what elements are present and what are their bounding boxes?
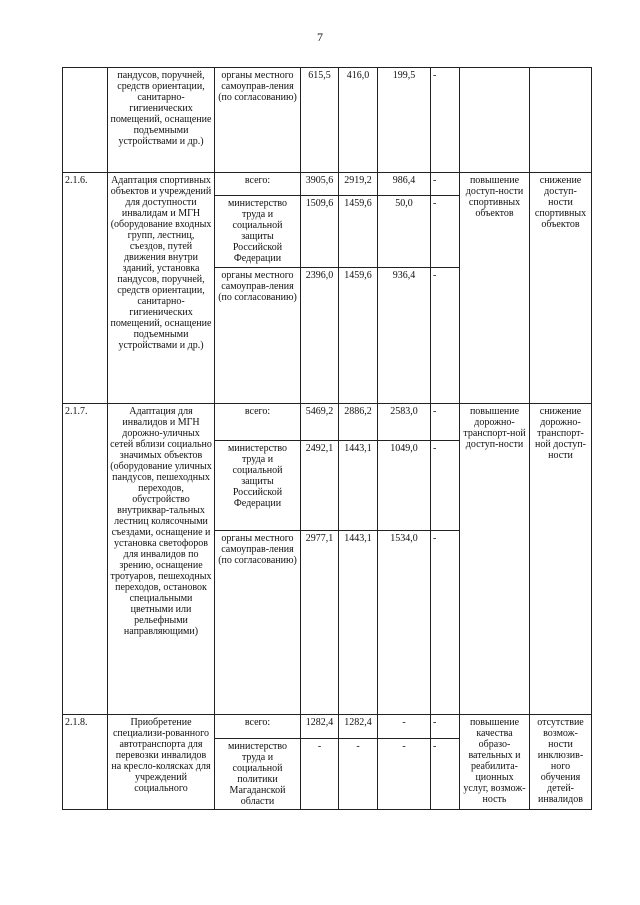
amount-year-2: 1049,0 [378, 441, 431, 531]
amount-year-2: 2583,0 [378, 404, 431, 441]
item-name: Приобретение специализи-рованного автотранспорта для перевозки инвалидов на кресло-колясках для учреждений социального [108, 715, 215, 810]
table-row [63, 715, 592, 739]
funding-source: органы местного самоуправ-ления (по согласованию) [215, 68, 301, 173]
funding-source: органы местного самоуправ-ления (по согласованию) [215, 531, 301, 715]
amount-year-2: 986,4 [378, 173, 431, 196]
budget-table [62, 67, 592, 810]
amount-year-3: - [431, 268, 460, 404]
amount-total: - [301, 739, 339, 810]
item-name: пандусов, поручней, средств ориентации, санитарно-гигиенических помещений, оснащение подъемными устройствами и др.) [108, 68, 215, 173]
item-code [63, 68, 108, 173]
item-code: 2.1.6. [63, 173, 108, 404]
amount-year-2: 1534,0 [378, 531, 431, 715]
amount-year-1: 2886,2 [339, 404, 378, 441]
item-name: Адаптация для инвалидов и МГН дорожно-уличных сетей вблизи социально значимых объектов (оборудование уличных пандусов, пешеходных переходов, обустройство внутриквар-тальных лестниц колясочными съездами, оснащение и установка светофоров для инвалидов по зрению, оснащение тротуаров, пешеходных переходов, остановок специальными цветными или рельефными направляющими) [108, 404, 215, 715]
amount-total: 1509,6 [301, 196, 339, 268]
amount-total: 5469,2 [301, 404, 339, 441]
table-body [63, 68, 592, 810]
amount-year-3: - [431, 173, 460, 196]
funding-source: министерство труда и социальной защиты Российской Федерации [215, 196, 301, 268]
expected-result [460, 68, 530, 173]
amount-year-2: 936,4 [378, 268, 431, 404]
amount-year-1: 2919,2 [339, 173, 378, 196]
consequence: снижение дорожно-транспорт-ной доступ-ности [530, 404, 592, 715]
amount-total: 1282,4 [301, 715, 339, 739]
consequence [530, 68, 592, 173]
page-number: 7 [317, 30, 323, 44]
amount-year-3: - [431, 68, 460, 173]
table-row [63, 404, 592, 441]
amount-year-3: - [431, 404, 460, 441]
funding-source: всего: [215, 404, 301, 441]
funding-source: органы местного самоуправ-ления (по согласованию) [215, 268, 301, 404]
expected-result: повышение доступ-ности спортивных объектов [460, 173, 530, 404]
amount-year-1: 1282,4 [339, 715, 378, 739]
expected-result: повышение качества образо-вательных и реабилита-ционных услуг, возмож-ность [460, 715, 530, 810]
amount-year-3: - [431, 531, 460, 715]
amount-year-3: - [431, 196, 460, 268]
amount-total: 2977,1 [301, 531, 339, 715]
funding-source: министерство труда и социальной политики Магаданской области [215, 739, 301, 810]
consequence: отсутствие возмож-ности инклюзив-ного обучения детей-инвалидов [530, 715, 592, 810]
item-code: 2.1.8. [63, 715, 108, 810]
amount-year-1: - [339, 739, 378, 810]
amount-year-3: - [431, 715, 460, 739]
funding-source: всего: [215, 173, 301, 196]
amount-year-3: - [431, 739, 460, 810]
consequence: снижение доступ-ности спортивных объектов [530, 173, 592, 404]
amount-total: 615,5 [301, 68, 339, 173]
amount-year-3: - [431, 441, 460, 531]
amount-year-1: 1443,1 [339, 441, 378, 531]
amount-year-1: 416,0 [339, 68, 378, 173]
funding-source: министерство труда и социальной защиты Российской Федерации [215, 441, 301, 531]
item-code: 2.1.7. [63, 404, 108, 715]
amount-year-1: 1443,1 [339, 531, 378, 715]
table-row [63, 173, 592, 196]
amount-total: 2492,1 [301, 441, 339, 531]
amount-total: 2396,0 [301, 268, 339, 404]
table-row [63, 68, 592, 173]
amount-year-2: 199,5 [378, 68, 431, 173]
amount-year-2: 50,0 [378, 196, 431, 268]
amount-year-2: - [378, 715, 431, 739]
expected-result: повышение дорожно-транспорт-ной доступ-ности [460, 404, 530, 715]
amount-year-1: 1459,6 [339, 268, 378, 404]
funding-source: всего: [215, 715, 301, 739]
amount-year-2: - [378, 739, 431, 810]
amount-year-1: 1459,6 [339, 196, 378, 268]
amount-total: 3905,6 [301, 173, 339, 196]
item-name: Адаптация спортивных объектов и учреждений для доступности инвалидам и МГН (оборудование входных групп, лестниц, съездов, путей движения внутри зданий, установка пандусов, поручней, средств ориентации, санитарно-гигиенических помещений, оснащение подъемными устройствами и др.) [108, 173, 215, 404]
